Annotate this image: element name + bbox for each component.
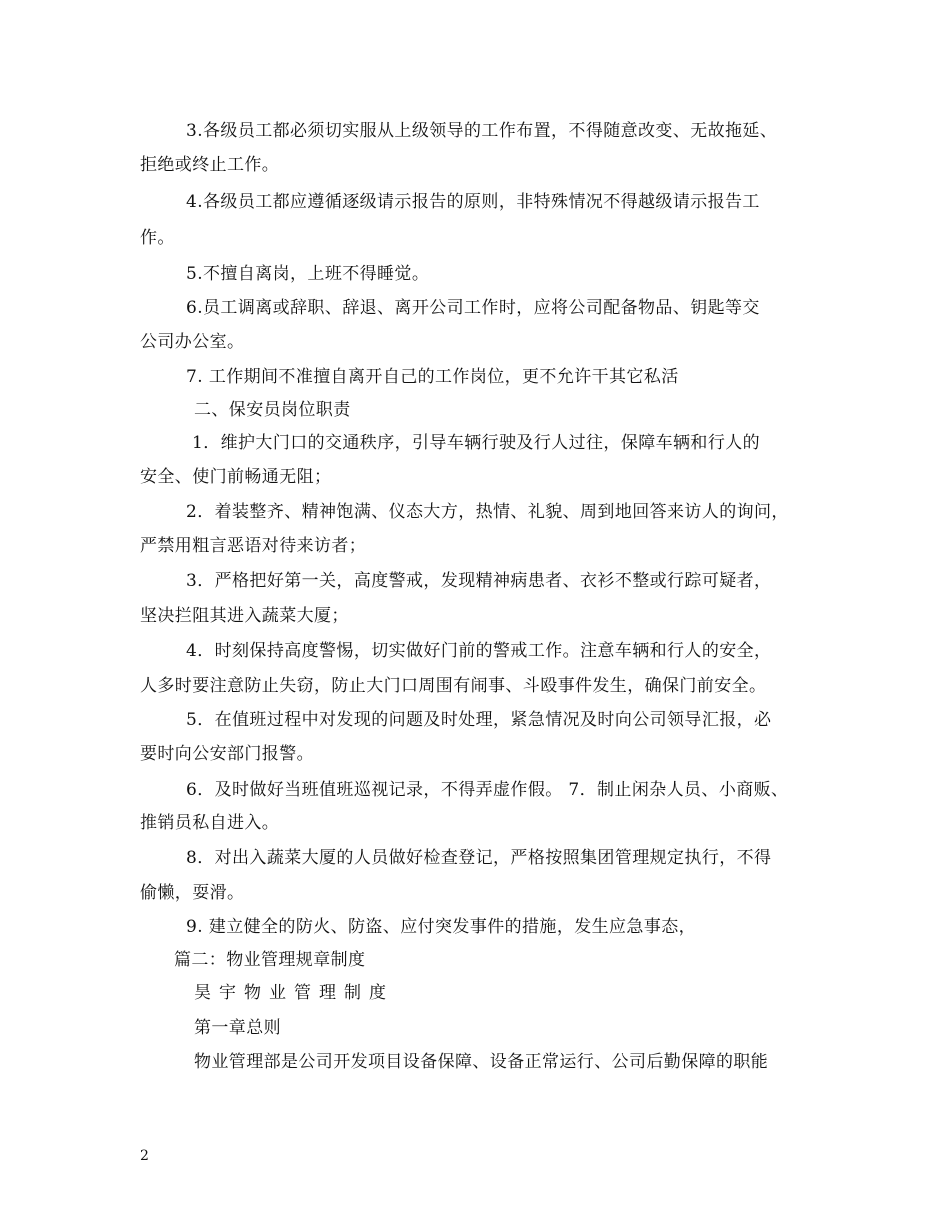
paragraph-line: 6.员工调离或辞职、辞退、离开公司工作时，应将公司配备物品、钥匙等交 <box>186 298 760 318</box>
page-number: 2 <box>140 1148 149 1164</box>
paragraph-line: 2．着装整齐、精神饱满、仪态大方，热情、礼貌、周到地回答来访人的询问， <box>186 502 789 522</box>
paragraph-line: 严禁用粗言恶语对待来访者； <box>140 536 367 556</box>
paragraph-line: 8．对出入蔬菜大厦的人员做好检查登记，严格按照集团管理规定执行，不得 <box>186 848 772 868</box>
paragraph-line: 3．严格把好第一关，高度警戒，发现精神病患者、衣衫不整或行踪可疑者， <box>186 571 772 591</box>
paragraph-line: 4.各级员工都应遵循逐级请示报告的原则，非特殊情况不得越级请示报告工 <box>186 192 760 212</box>
paragraph-line: 要时向公安部门报警。 <box>140 744 314 764</box>
chapter-heading: 篇二：物业管理规章制度 <box>174 950 366 970</box>
paragraph-line: 5．在值班过程中对发现的问题及时处理，紧急情况及时向公司领导汇报，必 <box>186 710 772 730</box>
paragraph-line: 3.各级员工都必须切实服从上级领导的工作布置，不得随意改变、无故拖延、 <box>186 121 778 141</box>
paragraph-line: 偷懒，耍滑。 <box>140 883 245 903</box>
paragraph-line: 安全、使门前畅通无阻； <box>140 467 332 487</box>
document-title: 昊宇物业管理制度 <box>194 983 394 1003</box>
paragraph-line: 1．维护大门口的交通秩序，引导车辆行驶及行人过往，保障车辆和行人的 <box>192 433 761 453</box>
paragraph-line: 公司办公室。 <box>140 332 245 352</box>
paragraph-line: 人多时要注意防止失窃，防止大门口周围有闹事、斗殴事件发生，确保门前安全。 <box>140 676 767 696</box>
paragraph-line: 4．时刻保持高度警惕，切实做好门前的警戒工作。注意车辆和行人的安全， <box>186 641 772 661</box>
paragraph-line: 7. 工作期间不准擅自离开自己的工作岗位，更不允许干其它私活 <box>186 367 679 387</box>
paragraph-line: 拒绝或终止工作。 <box>140 155 280 175</box>
paragraph-line: 推销员私自进入。 <box>140 813 280 833</box>
paragraph-line: 作。 <box>140 228 175 248</box>
section-heading: 二、保安员岗位职责 <box>194 400 351 420</box>
paragraph-line: 9. 建立健全的防火、防盗、应付突发事件的措施，发生应急事态， <box>186 917 697 937</box>
paragraph-line: 坚决拦阻其进入蔬菜大厦； <box>140 606 349 626</box>
paragraph-line: 物业管理部是公司开发项目设备保障、设备正常运行、公司后勤保障的职能 <box>194 1052 769 1072</box>
paragraph-line: 5.不擅自离岗，上班不得睡觉。 <box>186 264 430 284</box>
chapter-title: 第一章总则 <box>194 1018 281 1038</box>
paragraph-line: 6．及时做好当班值班巡视记录，不得弄虚作假。 7．制止闲杂人员、小商贩、 <box>186 780 789 800</box>
